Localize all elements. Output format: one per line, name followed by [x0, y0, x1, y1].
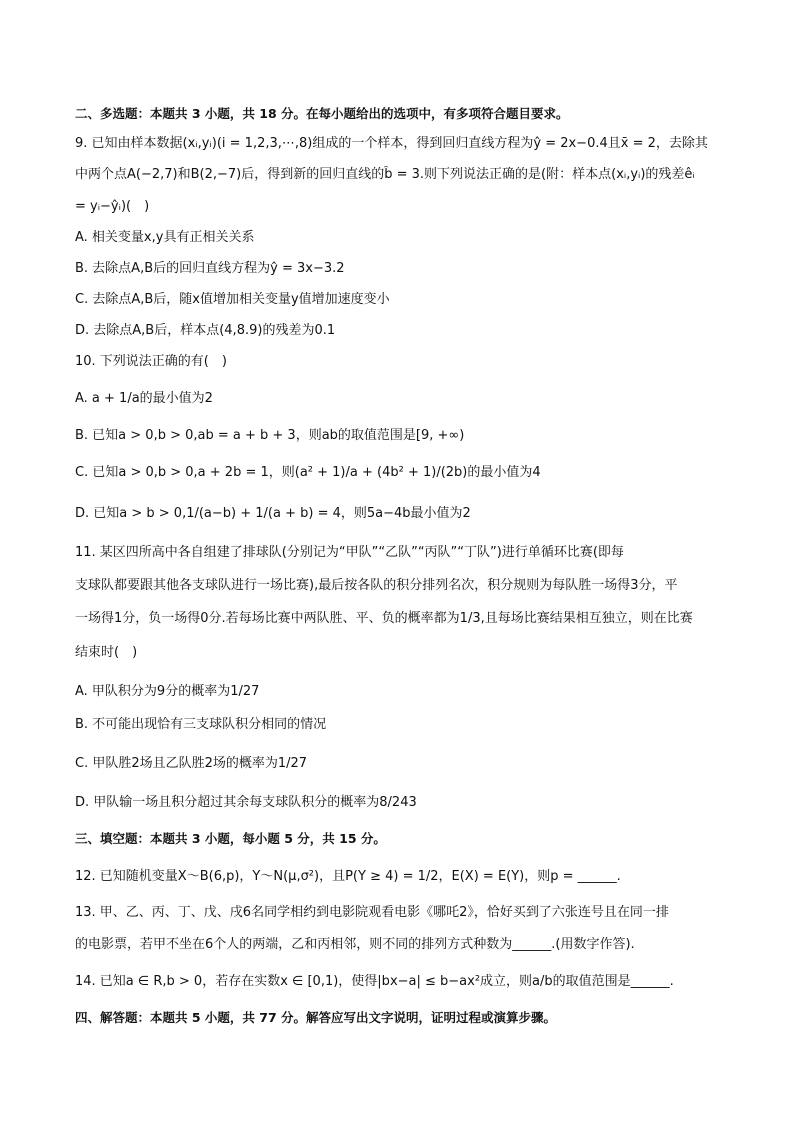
question-11-line-3: 一场得1分，负一场得0分.若每场比赛中两队胜、平、负的概率都为1/3,且每场比赛结果相互独立，则在比赛 — [75, 611, 693, 626]
section-solution-header: 四、解答题：本题共 5 小题，共 77 分。解答应写出文字说明，证明过程或演算步骤。 — [75, 1010, 557, 1025]
question-11-option-c: C. 甲队胜2场且乙队胜2场的概率为1/27 — [75, 756, 308, 771]
section-fill-in-header: 三、填空题：本题共 3 小题，每小题 5 分，共 15 分。 — [75, 831, 386, 846]
question-9-line-1: 9. 已知由样本数据(xᵢ,yᵢ)(i = 1,2,3,⋯,8)组成的一个样本，得到回归直线方程为ŷ = 2x−0.4且x̄ = 2，去除其 — [75, 136, 708, 151]
question-13-line-2: 的电影票，若甲不坐在6个人的两端，乙和丙相邻，则不同的排列方式种数为______.(用数字作答). — [75, 937, 635, 952]
question-9-option-d: D. 去除点A,B后，样本点(4,8.9)的残差为0.1 — [75, 323, 336, 338]
question-11-option-a: A. 甲队积分为9分的概率为1/27 — [75, 684, 260, 699]
question-11-option-d: D. 甲队输一场且积分超过其余每支球队积分的概率为8/243 — [75, 795, 417, 810]
question-11-option-b: B. 不可能出现恰有三支球队积分相同的情况 — [75, 717, 327, 732]
question-9-option-a: A. 相关变量x,y具有正相关关系 — [75, 230, 255, 245]
question-12-stem: 12. 已知随机变量X～B(6,p)，Y～N(μ,σ²)，且P(Y ≥ 4) = 1/2，E(X) = E(Y)，则p = ______. — [75, 869, 621, 884]
question-9-line-3: = yᵢ−ŷᵢ)( ) — [75, 199, 150, 214]
question-9-line-2: 中两个点A(−2,7)和B(2,−7)后，得到新的回归直线的b̂ = 3.则下列说法正确的是(附：样本点(xᵢ,yᵢ)的残差êᵢ — [75, 167, 695, 182]
question-10-option-d: D. 已知a > b > 0,1/(a−b) + 1/(a + b) = 4，则5a−4b最小值为2 — [75, 506, 471, 521]
question-11-line-2: 支球队都要跟其他各支球队进行一场比赛),最后按各队的积分排列名次，积分规则为每队胜一场得3分，平 — [75, 578, 678, 593]
question-10-option-c: C. 已知a > 0,b > 0,a + 2b = 1，则(a² + 1)/a + (4b² + 1)/(2b)的最小值为4 — [75, 465, 541, 480]
question-9-option-b: B. 去除点A,B后的回归直线方程为ŷ = 3x−3.2 — [75, 261, 345, 276]
section-multiple-choice-header: 二、多选题：本题共 3 小题，共 18 分。在每小题给出的选项中，有多项符合题目要求。 — [75, 106, 569, 121]
question-14-stem: 14. 已知a ∈ R,b > 0，若存在实数x ∈ [0,1)，使得|bx−a| ≤ b−ax²成立，则a/b的取值范围是______. — [75, 974, 674, 989]
question-10-stem: 10. 下列说法正确的有( ) — [75, 354, 227, 369]
question-10-option-b: B. 已知a > 0,b > 0,ab = a + b + 3，则ab的取值范围是[9, +∞) — [75, 428, 465, 443]
question-13-line-1: 13. 甲、乙、丙、丁、戊、戌6名同学相约到电影院观看电影《哪吒2》，恰好买到了六张连号且在同一排 — [75, 905, 669, 920]
question-11-line-4: 结束时( ) — [75, 645, 138, 660]
question-11-line-1: 11. 某区四所高中各自组建了排球队(分别记为“甲队”“乙队”“丙队”“丁队”)进行单循环比赛(即每 — [75, 545, 624, 560]
question-10-option-a: A. a + 1/a的最小值为2 — [75, 391, 213, 406]
question-9-option-c: C. 去除点A,B后，随x值增加相关变量y值增加速度变小 — [75, 292, 390, 307]
